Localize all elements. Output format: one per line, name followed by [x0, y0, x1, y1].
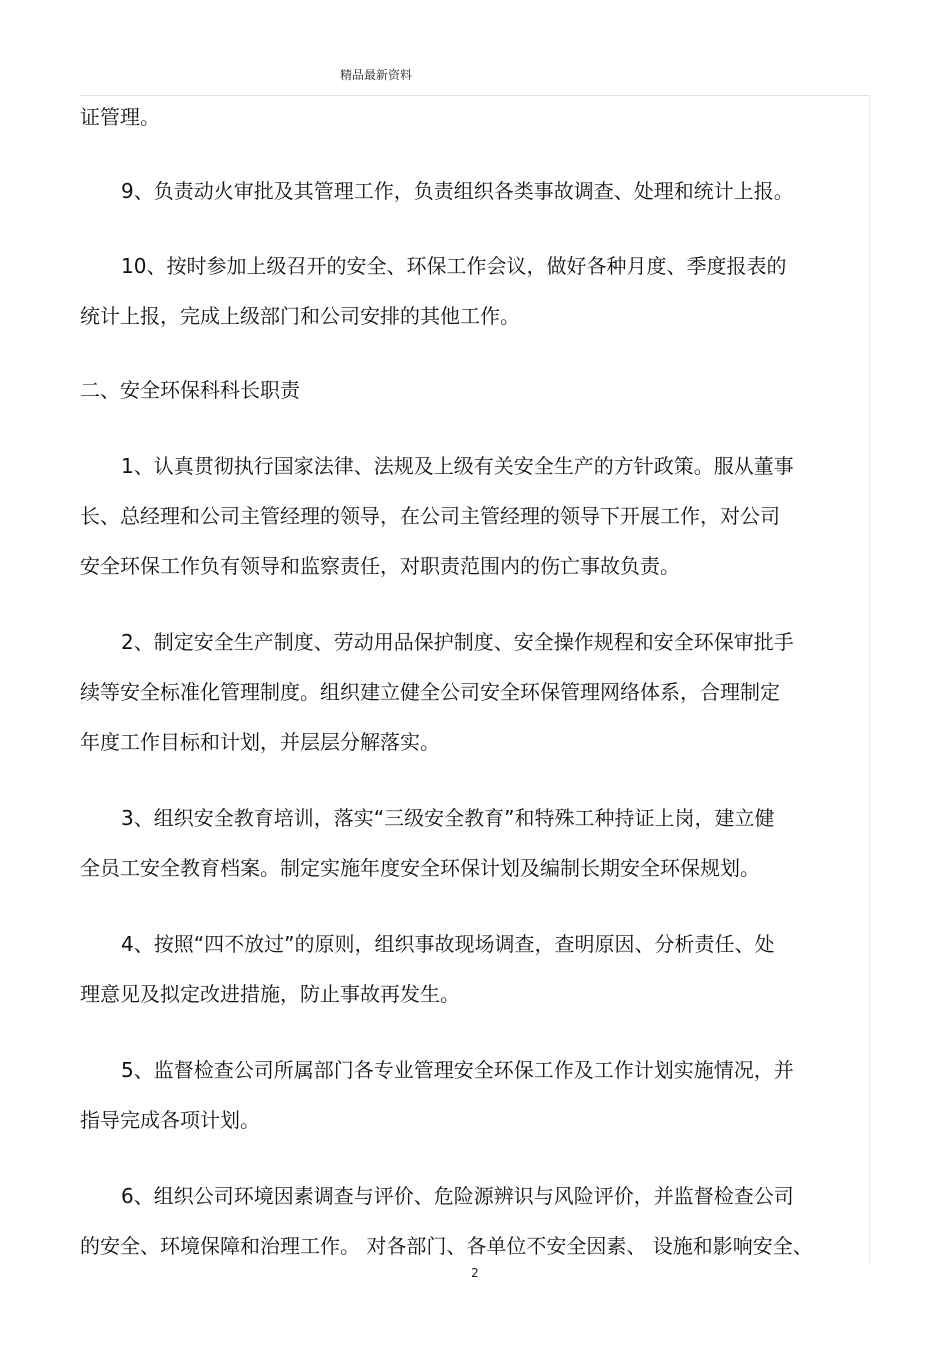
- text-line: 长、总经理和公司主管经理的领导，在公司主管经理的领导下开展工作，对公司: [80, 504, 780, 528]
- header-divider: [80, 95, 870, 96]
- text-line: 6、组织公司环境因素调查与评价、危险源辨识与风险评价，并监督检查公司: [121, 1184, 794, 1208]
- page-header-title: 精品最新资料: [340, 68, 413, 82]
- text-line: 统计上报，完成上级部门和公司安排的其他工作。: [80, 304, 520, 328]
- text-line: 证管理。: [80, 105, 160, 129]
- text-line: 安全环保工作负有领导和监察责任，对职责范围内的伤亡事故负责。: [80, 554, 680, 578]
- text-line: 3、组织安全教育培训，落实“三级安全教育”和特殊工种持证上岗，建立健: [121, 806, 775, 830]
- text-line: 续等安全标准化管理制度。组织建立健全公司安全环保管理网络体系，合理制定: [80, 680, 780, 704]
- text-line: 的安全、环境保障和治理工作。 对各部门、各单位不安全因素、 设施和影响安全、: [80, 1234, 813, 1258]
- page-number: 2: [471, 1266, 479, 1280]
- section-heading: 二、安全环保科科长职责: [80, 378, 300, 402]
- text-line: 4、按照“四不放过”的原则，组织事故现场调查，查明原因、分析责任、处: [121, 932, 775, 956]
- text-line: 2、制定安全生产制度、劳动用品保护制度、安全操作规程和安全环保审批手: [121, 630, 794, 654]
- text-line: 全员工安全教育档案。制定实施年度安全环保计划及编制长期安全环保规划。: [80, 856, 760, 880]
- text-line: 9、负责动火审批及其管理工作，负责组织各类事故调查、处理和统计上报。: [121, 179, 794, 203]
- text-line: 10、按时参加上级召开的安全、环保工作会议，做好各种月度、季度报表的: [121, 254, 787, 278]
- text-line: 1、认真贯彻执行国家法律、法规及上级有关安全生产的方针政策。服从董事: [121, 454, 794, 478]
- text-line: 理意见及拟定改进措施，防止事故再发生。: [80, 982, 460, 1006]
- document-body: [80, 104, 870, 1259]
- text-line: 年度工作目标和计划，并层层分解落实。: [80, 730, 440, 754]
- text-line: 5、监督检查公司所属部门各专业管理安全环保工作及工作计划实施情况，并: [121, 1058, 794, 1082]
- text-line: 指导完成各项计划。: [80, 1108, 260, 1132]
